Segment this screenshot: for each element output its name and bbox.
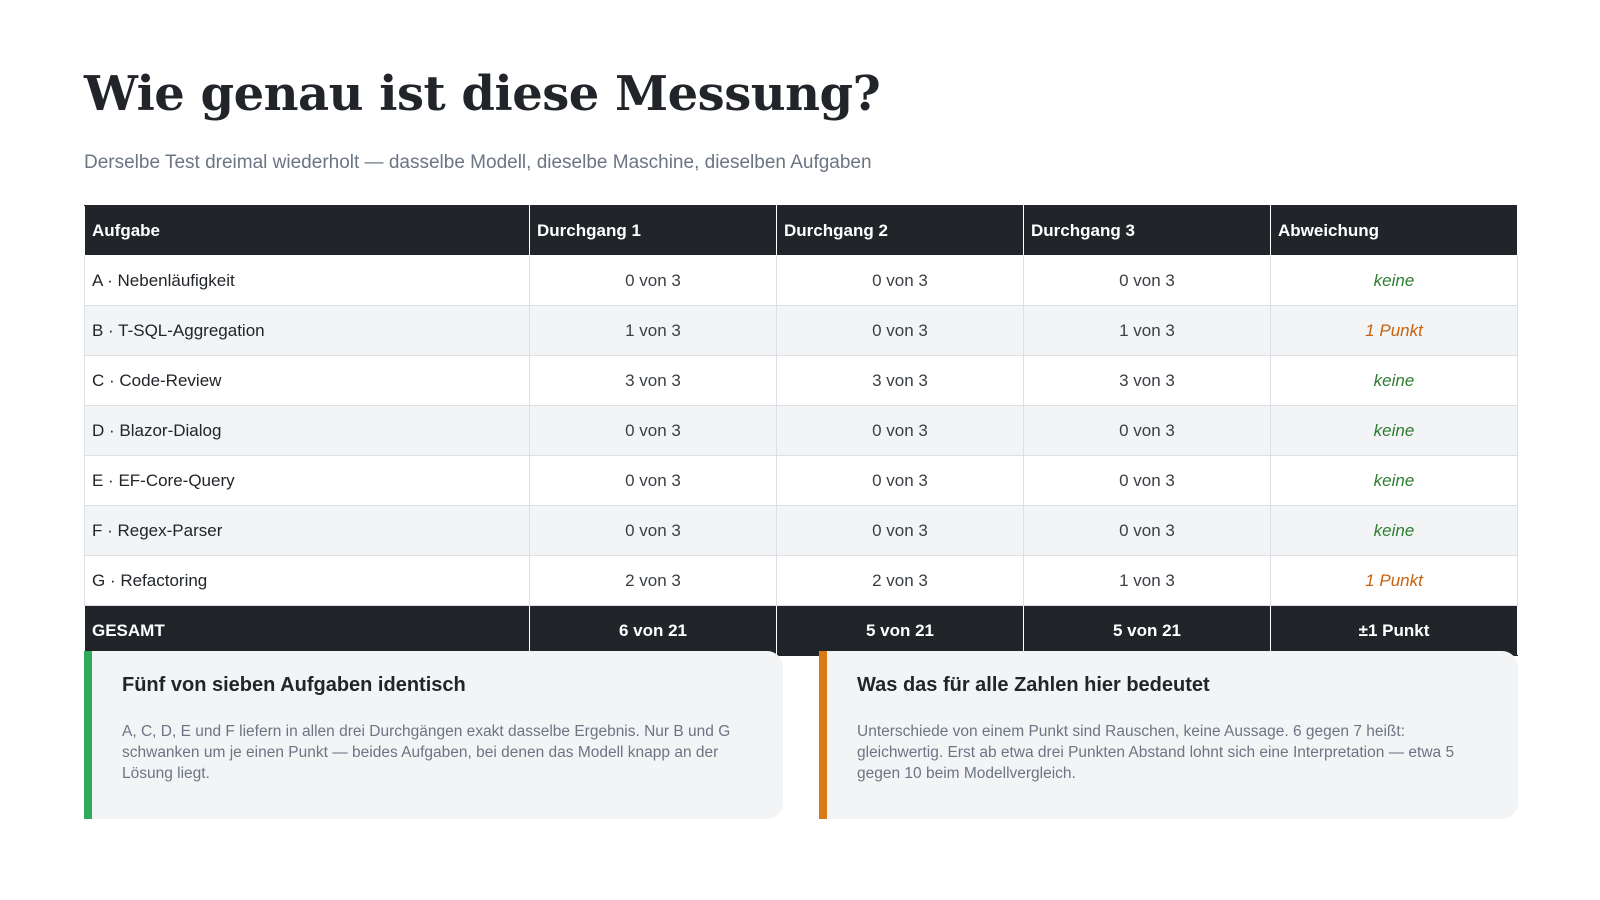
task-cell: G · Refactoring: [85, 556, 530, 606]
task-cell: F · Regex-Parser: [85, 506, 530, 556]
run-3-cell: 3 von 3: [1024, 356, 1271, 406]
deviation-cell: keine: [1271, 256, 1518, 306]
total-run-3: 5 von 21: [1024, 606, 1271, 656]
card-text: A, C, D, E und F liefern in allen drei Durchgängen exakt dasselbe Ergebnis. Nur B und G schwanken um je einen Punkt — beides Aufgaben, bei denen das Modell knapp an der Lösung liegt.: [122, 723, 731, 782]
deviation-cell: 1 Punkt: [1271, 306, 1518, 356]
task-cell: B · T-SQL-Aggregation: [85, 306, 530, 356]
header-durchgang-1: Durchgang 1: [530, 206, 777, 256]
header-abweichung: Abweichung: [1271, 206, 1518, 256]
total-row: [85, 606, 1518, 656]
run-2-cell: 2 von 3: [777, 556, 1024, 606]
card-text: Unterschiede von einem Punkt sind Rauschen, keine Aussage. 6 gegen 7 heißt: gleichwertig. Erst ab etwa drei Punkten Abstand lohnt sich eine Interpretation — etwa 5 gegen 10 beim Modellvergleich.: [857, 723, 1455, 782]
run-3-cell: 0 von 3: [1024, 456, 1271, 506]
run-1-cell: 0 von 3: [530, 256, 777, 306]
run-1-cell: 0 von 3: [530, 506, 777, 556]
run-3-cell: 0 von 3: [1024, 406, 1271, 456]
run-3-cell: 0 von 3: [1024, 256, 1271, 306]
header-aufgabe: Aufgabe: [85, 206, 530, 256]
task-cell: E · EF-Core-Query: [85, 456, 530, 506]
total-label: GESAMT: [85, 606, 530, 656]
header-durchgang-2: Durchgang 2: [777, 206, 1024, 256]
table-row: [85, 556, 1518, 606]
run-2-cell: 3 von 3: [777, 356, 1024, 406]
run-2-cell: 0 von 3: [777, 306, 1024, 356]
run-2-cell: 0 von 3: [777, 406, 1024, 456]
run-1-cell: 3 von 3: [530, 356, 777, 406]
table-row: [85, 356, 1518, 406]
card-title: Was das für alle Zahlen hier bedeutet: [857, 674, 1210, 696]
run-1-cell: 2 von 3: [530, 556, 777, 606]
page-subtitle: Derselbe Test dreimal wiederholt — dasselbe Modell, dieselbe Maschine, dieselben Aufgaben: [84, 152, 872, 173]
task-cell: A · Nebenläufigkeit: [85, 256, 530, 306]
total-run-1: 6 von 21: [530, 606, 777, 656]
deviation-cell: keine: [1271, 406, 1518, 456]
table-row: [85, 456, 1518, 506]
run-2-cell: 0 von 3: [777, 506, 1024, 556]
deviation-cell: 1 Punkt: [1271, 556, 1518, 606]
deviation-cell: keine: [1271, 356, 1518, 406]
run-1-cell: 1 von 3: [530, 306, 777, 356]
run-2-cell: 0 von 3: [777, 256, 1024, 306]
deviation-cell: keine: [1271, 456, 1518, 506]
table-row: [85, 506, 1518, 556]
page-title: Wie genau ist diese Messung?: [84, 66, 881, 122]
run-1-cell: 0 von 3: [530, 456, 777, 506]
run-3-cell: 0 von 3: [1024, 506, 1271, 556]
table-header-row: [85, 206, 1518, 256]
info-card-meaning: [819, 651, 1518, 819]
table-row: [85, 256, 1518, 306]
card-title: Fünf von sieben Aufgaben identisch: [122, 674, 466, 696]
header-durchgang-3: Durchgang 3: [1024, 206, 1271, 256]
run-3-cell: 1 von 3: [1024, 556, 1271, 606]
deviation-cell: keine: [1271, 506, 1518, 556]
total-deviation: ±1 Punkt: [1271, 606, 1518, 656]
total-run-2: 5 von 21: [777, 606, 1024, 656]
task-cell: D · Blazor-Dialog: [85, 406, 530, 456]
run-2-cell: 0 von 3: [777, 456, 1024, 506]
table-row: [85, 306, 1518, 356]
results-table: [84, 205, 1518, 656]
info-card-identical: [84, 651, 783, 819]
run-3-cell: 1 von 3: [1024, 306, 1271, 356]
table-row: [85, 406, 1518, 456]
run-1-cell: 0 von 3: [530, 406, 777, 456]
task-cell: C · Code-Review: [85, 356, 530, 406]
